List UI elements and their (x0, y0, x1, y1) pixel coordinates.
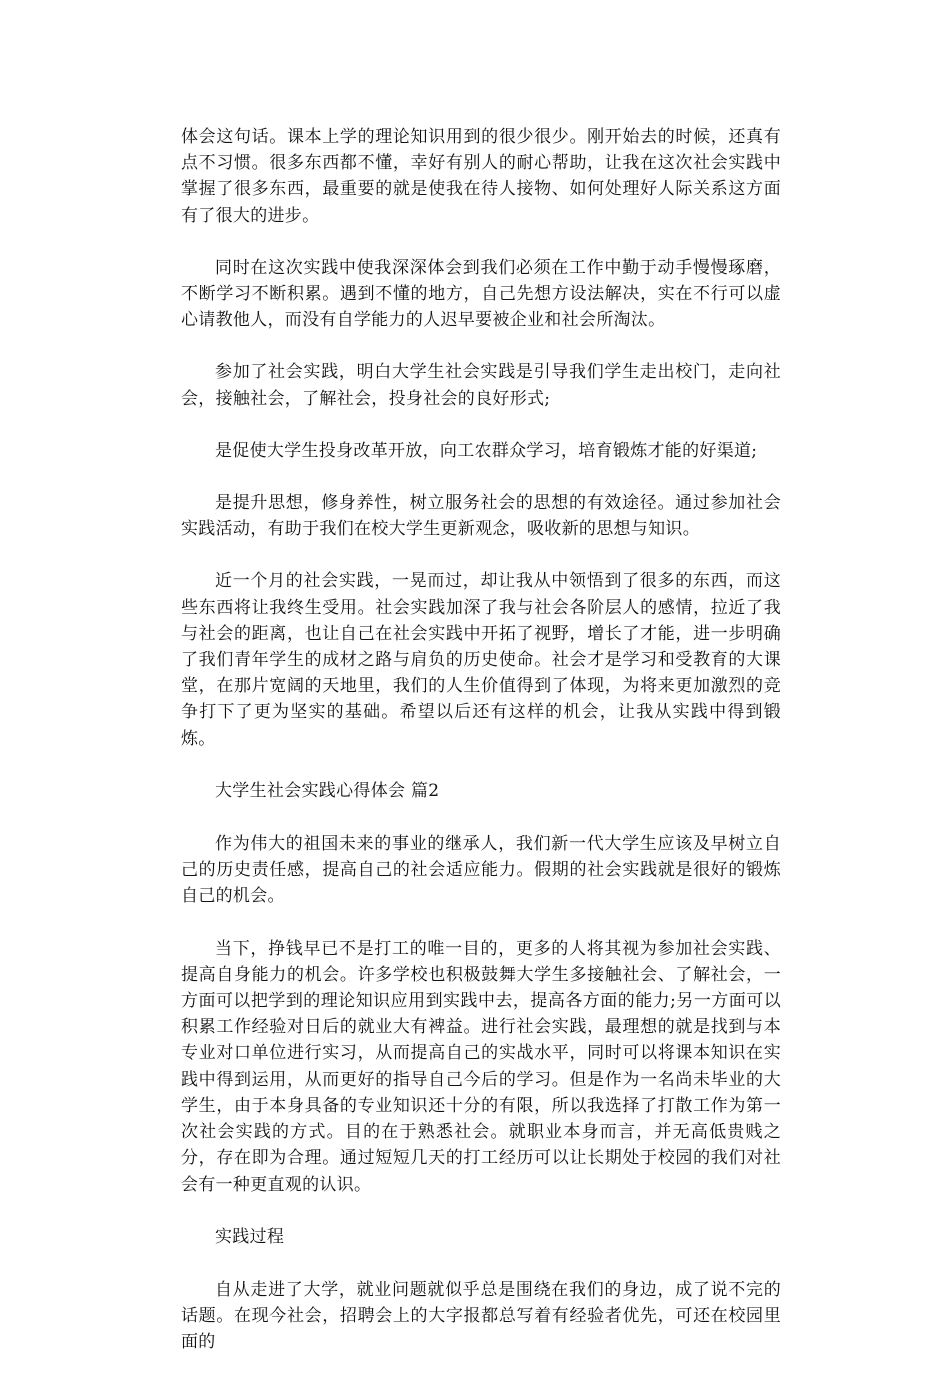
paragraph-3: 参加了社会实践，明白大学生社会实践是引导我们学生走出校门，走向社会，接触社会，了解社会，投身社会的良好形式; (181, 362, 781, 409)
paragraph-4: 是促使大学生投身改革开放，向工农群众学习，培育锻炼才能的好渠道; (215, 440, 758, 461)
paragraph-6: 近一个月的社会实践，一晃而过，却让我从中领悟到了很多的东西，而这些东西将让我终生受用。社会实践加深了我与社会各阶层人的感情，拉近了我与社会的距离，也让自己在社会实践中开拓了视野，增长了才能，进一步明确了我们青年学生的成材之路与肩负的历史使命。社会才是学习和受教育的大课堂，在那片宽阔的天地里，我们的人生价值得到了体现，为将来更加激烈的竞争打下了更为坚实的基础。希望以后还有这样的机会，让我从实践中得到锻炼。 (181, 571, 781, 749)
paragraph-9: 自从走进了大学，就业问题就似乎总是围绕在我们的身边，成了说不完的话题。在现今社会，招聘会上的大字报都总写着有经验者优先，可还在校园里面的 (181, 1279, 781, 1353)
paragraph-1: 体会这句话。课本上学的理论知识用到的很少很少。刚开始去的时候，还真有点不习惯。很多东西都不懂，幸好有别人的耐心帮助，让我在这次社会实践中掌握了很多东西，最重要的就是使我在待人接物、如何处理好人际关系这方面有了很大的进步。 (181, 127, 781, 226)
paragraph-8: 当下，挣钱早已不是打工的唯一目的，更多的人将其视为参加社会实践、提高自身能力的机会。许多学校也积极鼓舞大学生多接触社会、了解社会，一方面可以把学到的理论知识应用到实践中去，提高各方面的能力;另一方面可以积累工作经验对日后的就业大有裨益。进行社会实践，最理想的就是找到与本专业对口单位进行实习，从而提高自己的实战水平，同时可以将课本知识在实践中得到运用，从而更好的指导自己今后的学习。但是作为一名尚未毕业的大学生，由于本身具备的专业知识还十分的有限，所以我选择了打散工作为第一次社会实践的方式。目的在于熟悉社会。就职业本身而言，并无高低贵贱之分，存在即为合理。通过短短几天的打工经历可以让长期处于校园的我们对社会有一种更直观的认识。 (181, 938, 781, 1195)
document-page (181, 124, 781, 1382)
paragraph-5: 是提升思想，修身养性，树立服务社会的思想的有效途径。通过参加社会实践活动，有助于我们在校大学生更新观念，吸收新的思想与知识。 (181, 493, 781, 540)
paragraph-2: 同时在这次实践中使我深深体会到我们必须在工作中勤于动手慢慢琢磨，不断学习不断积累。遇到不懂的地方，自己先想方设法解决，实在不行可以虚心请教他人，而没有自学能力的人迟早要被企业和社会所淘汰。 (181, 257, 781, 331)
paragraph-7: 作为伟大的祖国未来的事业的继承人，我们新一代大学生应该及早树立自己的历史责任感，提高自己的社会适应能力。假期的社会实践就是很好的锻炼自己的机会。 (181, 834, 781, 907)
section-heading-practice-process: 实践过程 (215, 1226, 285, 1247)
section-heading-part-2: 大学生社会实践心得体会 篇2 (215, 780, 440, 801)
